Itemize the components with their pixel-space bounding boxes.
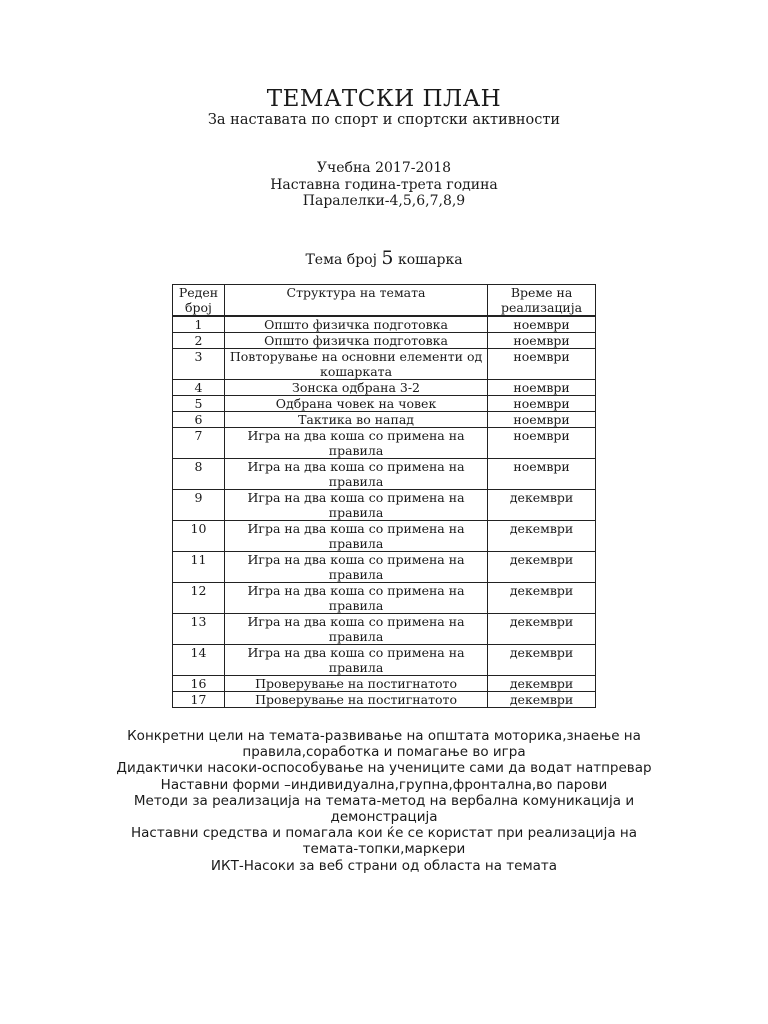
column-header-time: Време на реализација [488, 285, 596, 317]
table-row [173, 676, 596, 692]
row-number-cell: 4 [173, 380, 225, 396]
column-header-content: Структура на темата [224, 285, 487, 317]
row-number-cell: 2 [173, 333, 225, 349]
row-time-cell: ноември [488, 349, 596, 380]
row-number-cell: 7 [173, 428, 225, 459]
table-row [173, 428, 596, 459]
row-number-cell: 6 [173, 412, 225, 428]
table-row [173, 692, 596, 708]
row-content-cell: Игра на два коша со примена на правила [224, 645, 487, 676]
row-time-cell: декември [488, 521, 596, 552]
row-content-cell: Игра на два коша со примена на правила [224, 428, 487, 459]
note-line: Дидактички насоки-оспособување на учениците сами да водат натпревар [116, 760, 652, 777]
topic-prefix: Тема број [305, 252, 377, 268]
row-number-cell: 5 [173, 396, 225, 412]
note-line: Наставни средства и помагала кои ќе се користат при реализација на темата-топки,маркери [131, 825, 637, 858]
class-list: Паралелки-4,5,6,7,8,9 [302, 193, 466, 209]
table-row [173, 490, 596, 521]
table-row [173, 583, 596, 614]
lesson-notes [110, 728, 658, 874]
row-content-cell: Игра на два коша со примена на правила [224, 459, 487, 490]
topic-heading [0, 247, 768, 269]
row-time-cell: декември [488, 676, 596, 692]
row-content-cell: Одбрана човек на човек [224, 396, 487, 412]
row-content-cell: Општо физичка подготовка [224, 316, 487, 333]
table-row [173, 349, 596, 380]
row-number-cell: 3 [173, 349, 225, 380]
column-header-number: Реден број [173, 285, 225, 317]
row-content-cell: Игра на два коша со примена на правила [224, 521, 487, 552]
row-number-cell: 10 [173, 521, 225, 552]
table-row [173, 333, 596, 349]
row-content-cell: Игра на два коша со примена на правила [224, 552, 487, 583]
table-row [173, 645, 596, 676]
row-time-cell: ноември [488, 316, 596, 333]
row-time-cell: ноември [488, 380, 596, 396]
row-number-cell: 16 [173, 676, 225, 692]
row-content-cell: Општо физичка подготовка [224, 333, 487, 349]
table-row [173, 614, 596, 645]
table-row [173, 521, 596, 552]
table-row [173, 316, 596, 333]
table-row [173, 380, 596, 396]
note-line: Методи за реализација на темата-метод на вербална комуникација и демонстрација [133, 792, 635, 826]
row-number-cell: 11 [173, 552, 225, 583]
row-time-cell: ноември [488, 459, 596, 490]
row-number-cell: 8 [173, 459, 225, 490]
row-content-cell: Игра на два коша со примена на правила [224, 614, 487, 645]
row-time-cell: декември [488, 692, 596, 708]
row-content-cell: Игра на два коша со примена на правила [224, 583, 487, 614]
row-time-cell: ноември [488, 412, 596, 428]
row-number-cell: 12 [173, 583, 225, 614]
row-time-cell: декември [488, 645, 596, 676]
row-time-cell: декември [488, 552, 596, 583]
plan-table [172, 284, 596, 708]
row-time-cell: ноември [488, 333, 596, 349]
row-time-cell: декември [488, 614, 596, 645]
row-number-cell: 14 [173, 645, 225, 676]
table-row [173, 396, 596, 412]
row-content-cell: Повторување на основни елементи од кошарката [224, 349, 487, 380]
row-time-cell: ноември [488, 396, 596, 412]
note-line: Наставни форми –индивидуална,групна,фронтална,во парови [160, 776, 608, 793]
row-content-cell: Тактика во напад [224, 412, 487, 428]
row-content-cell: Проверување на постигнатото [224, 692, 487, 708]
note-line: Конкретни цели на темата-развивање на општата моторика,знаење на правила,соработка и помагање во игра [127, 728, 641, 761]
school-year: Учебна 2017-2018 [316, 160, 452, 176]
row-number-cell: 17 [173, 692, 225, 708]
row-number-cell: 1 [173, 316, 225, 333]
row-content-cell: Проверување на постигнатото [224, 676, 487, 692]
page-title: ТЕМАТСКИ ПЛАН [266, 86, 502, 112]
topic-name: кошарка [397, 252, 463, 268]
table-row [173, 459, 596, 490]
row-time-cell: декември [488, 490, 596, 521]
row-content-cell: Зонска одбрана 3-2 [224, 380, 487, 396]
table-row [173, 552, 596, 583]
table-row [173, 412, 596, 428]
table-header-row [173, 285, 596, 317]
topic-number: 5 [381, 247, 394, 269]
row-content-cell: Игра на два коша со примена на правила [224, 490, 487, 521]
row-number-cell: 13 [173, 614, 225, 645]
row-number-cell: 9 [173, 490, 225, 521]
row-time-cell: декември [488, 583, 596, 614]
page-subtitle: За наставата по спорт и спортски активности [207, 112, 561, 128]
row-time-cell: ноември [488, 428, 596, 459]
note-line: ИКТ-Насоки за веб страни од областа на темата [210, 857, 558, 874]
grade-level: Наставна година-трета година [270, 177, 498, 193]
